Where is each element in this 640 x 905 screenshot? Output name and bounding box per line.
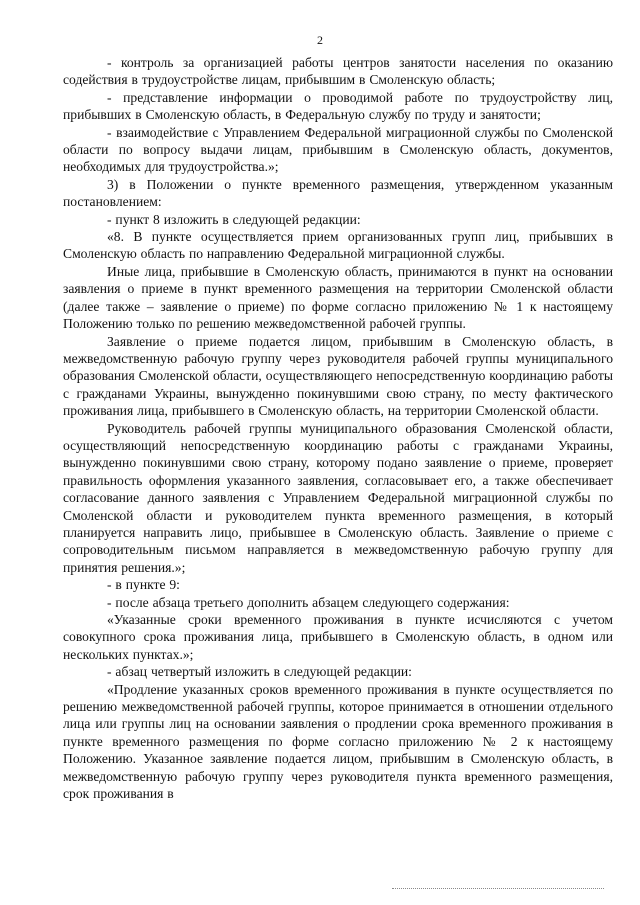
paragraph: Иные лица, прибывшие в Смоленскую область, принимаются в пункт на основании заявления о приеме в пункт временного размещения на территории Смоленской области (далее также – заявление о приеме) по форме согласно приложению № 1 к настоящему Положению только по решению межведомственной рабочей группы.: [63, 263, 613, 332]
paragraph: «Продление указанных сроков временного проживания в пункте осуществляется по решению межведомственной рабочей группы, которое принимается в отношении отдельного лица или группы лиц на основании заявления о продлении срока временного проживания в пункте временного размещения по форме согласно приложению № 2 к настоящему Положению. Указанное заявление подается лицом, прибывшим в Смоленскую область, в межведомственную рабочую группу через руководителя пункта временного размещения, срок проживания в: [63, 681, 613, 802]
footer-divider: [392, 888, 604, 889]
document-body: [63, 54, 613, 802]
paragraph: - после абзаца третьего дополнить абзацем следующего содержания:: [107, 594, 510, 610]
paragraph: Руководитель рабочей группы муниципального образования Смоленской области, осуществляющий непосредственную координацию работы с гражданами Украины, вынужденно покинувшими свою страну, которому подано заявление о приеме, проверяет правильность оформления указанного заявления, согласовывает его, а также обеспечивает согласование данного заявления с Управлением Федеральной миграционной службы по Смоленской области и руководителем пункта временного размещения, в который планируется направить лицо, прибывшее в Смоленскую область. Заявление о приеме с сопроводительным письмом направляется в межведомственную рабочую группу для принятия решения.»;: [63, 420, 613, 575]
paragraph: «8. В пункте осуществляется прием организованных групп лиц, прибывших в Смоленскую область по направлению Федеральной миграционной службы.: [63, 229, 613, 262]
paragraph: «Указанные сроки временного проживания в пункте исчисляются с учетом совокупного срока проживания лица, прибывшего в Смоленскую область, в одном или нескольких пунктах.»;: [63, 612, 613, 662]
paragraph: - абзац четвертый изложить в следующей редакции:: [107, 664, 412, 680]
paragraph: - пункт 8 изложить в следующей редакции:: [107, 211, 361, 227]
paragraph: 3) в Положении о пункте временного размещения, утвержденном указанным постановлением:: [63, 176, 613, 210]
paragraph: - представление информации о проводимой работе по трудоустройству лиц, прибывших в Смоленскую область, в Федеральную службу по труду и занятости;: [63, 89, 613, 123]
page-number: 2: [317, 33, 323, 47]
paragraph: Заявление о приеме подается лицом, прибывшим в Смоленскую область, в межведомственную рабочую группу через руководителя рабочей группы муниципального образования Смоленской области, осуществляющего непосредственную координацию работы с гражданами Украины, вынужденно покинувшими свою страну, по месту фактического проживания лица, прибывшего в Смоленскую область, на территории Смоленской области.: [63, 333, 613, 419]
paragraph: - взаимодействие с Управлением Федеральной миграционной службы по Смоленской области по вопросу выдачи лицам, прибывшим в Смоленскую область, документов, необходимых для трудоустройства.»;: [63, 124, 613, 175]
paragraph: - в пункте 9:: [107, 577, 180, 593]
paragraph: - контроль за организацией работы центров занятости населения по оказанию содействия в трудоустройстве лицам, прибывшим в Смоленскую область;: [63, 55, 613, 88]
